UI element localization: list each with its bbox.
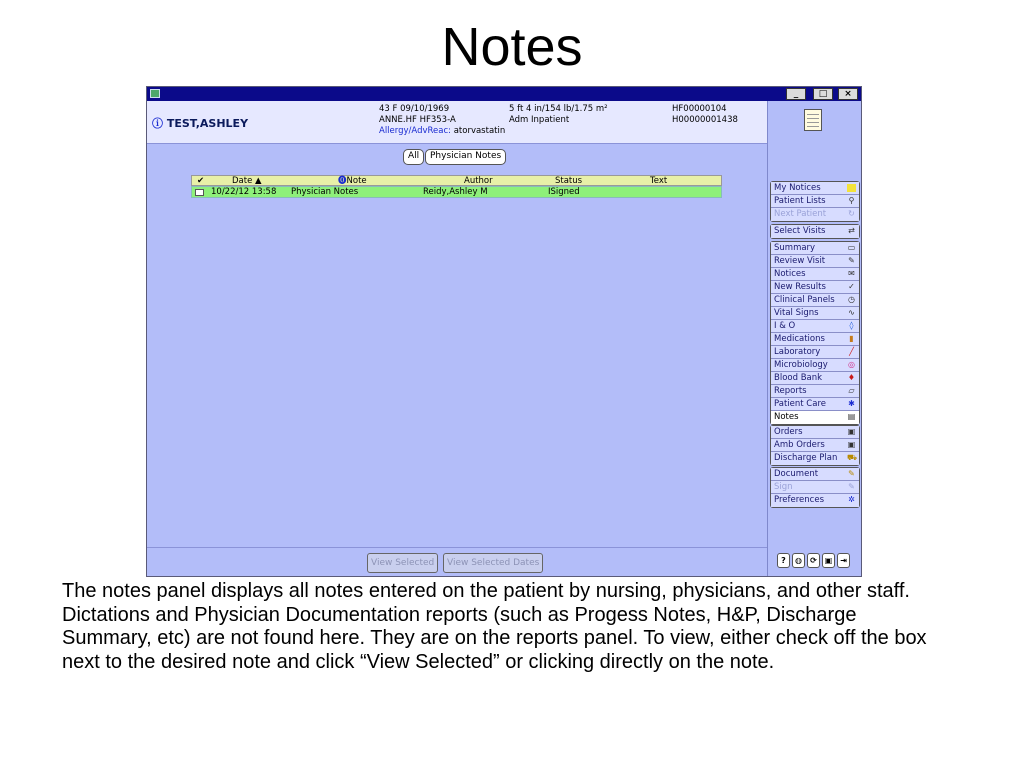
select-visits-icon: ⇄ bbox=[848, 226, 855, 235]
slide-title: Notes bbox=[441, 17, 583, 77]
sidebar-item-review-visit[interactable] bbox=[771, 255, 859, 268]
allergy-value: atorvastatin bbox=[453, 126, 506, 136]
sidebar-item-label: Summary bbox=[774, 243, 816, 253]
row-status: ISigned bbox=[548, 187, 580, 197]
app-window bbox=[146, 86, 862, 577]
sidebar-item-label: Notes bbox=[774, 412, 799, 422]
status-column-header[interactable]: Status bbox=[555, 176, 583, 186]
view-selected-dates-button[interactable]: View Selected Dates bbox=[443, 553, 543, 573]
patient-care-icon: ✱ bbox=[848, 399, 855, 408]
table-header bbox=[191, 175, 722, 186]
sidebar-item-clinical-panels[interactable] bbox=[771, 294, 859, 307]
note-column-label: Note bbox=[346, 176, 367, 186]
patient-demographics: 43 F 09/10/1969 bbox=[379, 104, 450, 114]
table-row[interactable] bbox=[191, 186, 722, 198]
sidebar-item-blood-bank[interactable] bbox=[771, 372, 859, 385]
sidebar-item-label: Next Patient bbox=[774, 209, 827, 219]
next-patient-icon: ↻ bbox=[848, 209, 855, 218]
patient-header bbox=[147, 101, 767, 144]
sidebar-item-patient-care[interactable] bbox=[771, 398, 859, 411]
close-button[interactable]: × bbox=[838, 88, 858, 100]
patient-account: H00000001438 bbox=[672, 115, 738, 125]
select-all-check-header[interactable]: ✔ bbox=[197, 176, 205, 186]
sidebar-item-label: Orders bbox=[774, 427, 803, 437]
bottom-toolbar bbox=[147, 547, 767, 577]
note-column-header[interactable] bbox=[338, 176, 367, 186]
sidebar-item-vital-signs[interactable] bbox=[771, 307, 859, 320]
vital-signs-icon: ∿ bbox=[848, 308, 855, 317]
sidebar-item-select-visits[interactable] bbox=[771, 225, 859, 238]
sidebar-item-label: Document bbox=[774, 469, 819, 479]
sidebar-item-discharge-plan[interactable] bbox=[771, 452, 859, 465]
sidebar-item-label: Clinical Panels bbox=[774, 295, 835, 305]
minimize-button[interactable]: _ bbox=[786, 88, 806, 100]
date-column-header[interactable]: Date ▲ bbox=[232, 176, 262, 186]
patient-list-icon: ⚲ bbox=[848, 196, 855, 205]
discharge-plan-icon: ⛟ bbox=[847, 453, 858, 462]
sidebar-item-sign[interactable] bbox=[771, 481, 859, 494]
patient-name: TEST,ASHLEY bbox=[166, 117, 249, 130]
patient-location: ANNE.HF HF353-A bbox=[379, 115, 456, 125]
document-icon: ✎ bbox=[848, 469, 855, 478]
sidebar-item-summary[interactable] bbox=[771, 242, 859, 255]
sidebar-item-label: Patient Care bbox=[774, 399, 826, 409]
sidebar-item-reports[interactable] bbox=[771, 385, 859, 398]
author-column-header[interactable]: Author bbox=[464, 176, 493, 186]
nav-group-orders bbox=[770, 425, 860, 466]
sidebar-item-notes[interactable] bbox=[771, 411, 859, 424]
row-note: Physician Notes bbox=[291, 187, 359, 197]
slide-caption: The notes panel displays all notes entered on the patient by nursing, physicians, and other staff. Dictations and Physician Documentation reports (such as Progess Notes, H&P, Discharge Summary, etc) are not found here. They are on the reports panel. To view, either check off the box next to the desired note and click “View Selected” or clicking directly on the note. bbox=[62, 580, 927, 673]
text-column-header[interactable]: Text bbox=[650, 176, 668, 186]
laboratory-icon: ╱ bbox=[849, 347, 854, 356]
sidebar-item-label: New Results bbox=[774, 282, 826, 292]
nav-group-chart bbox=[770, 241, 860, 425]
patient-mrn: HF00000104 bbox=[672, 104, 727, 114]
sidebar-item-label: Notices bbox=[774, 269, 806, 279]
encounter-type: Adm Inpatient bbox=[509, 115, 570, 125]
sidebar-item-label: Medications bbox=[774, 334, 825, 344]
refresh-icon[interactable]: ⟳ bbox=[807, 553, 820, 568]
microbiology-icon: ◎ bbox=[848, 360, 855, 369]
sidebar-item-next-patient[interactable] bbox=[771, 208, 859, 221]
sidebar-item-amb-orders[interactable] bbox=[771, 439, 859, 452]
reports-icon: ▱ bbox=[848, 386, 855, 395]
info-icon[interactable]: ⓘ bbox=[152, 117, 163, 130]
sidebar-item-microbiology[interactable] bbox=[771, 359, 859, 372]
sidebar-item-label: Review Visit bbox=[774, 256, 826, 266]
filter-physician-notes-button[interactable]: Physician Notes bbox=[425, 149, 506, 165]
blood-bank-icon: ♦ bbox=[847, 373, 856, 382]
sidebar-item-preferences[interactable] bbox=[771, 494, 859, 507]
sidebar-item-my-notices[interactable] bbox=[771, 182, 859, 195]
row-author: Reidy,Ashley M bbox=[423, 187, 488, 197]
sidebar-item-medications[interactable] bbox=[771, 333, 859, 346]
sidebar-item-document[interactable] bbox=[771, 468, 859, 481]
row-checkbox[interactable] bbox=[195, 189, 204, 196]
sidebar-item-label: Vital Signs bbox=[774, 308, 819, 318]
allergy-label: Allergy/AdvReac: bbox=[379, 126, 451, 136]
nav-group-visits bbox=[770, 224, 860, 239]
globe-icon[interactable]: ◍ bbox=[792, 553, 805, 568]
notepad-icon[interactable] bbox=[804, 109, 822, 131]
notes-icon: ▤ bbox=[847, 412, 856, 421]
view-selected-button[interactable]: View Selected bbox=[367, 553, 438, 573]
notices-icon: ✉ bbox=[848, 269, 855, 278]
sidebar-item-laboratory[interactable] bbox=[771, 346, 859, 359]
note-info-icon: ⓿ bbox=[338, 176, 347, 186]
sidebar-item-label: Select Visits bbox=[774, 226, 826, 236]
review-visit-icon: ✎ bbox=[848, 256, 855, 265]
sidebar-item-label: Laboratory bbox=[774, 347, 821, 357]
help-icon[interactable]: ? bbox=[777, 553, 790, 568]
new-results-icon: ✓ bbox=[848, 282, 855, 291]
sidebar-item-label: Reports bbox=[774, 386, 807, 396]
sidebar-item-label: Patient Lists bbox=[774, 196, 826, 206]
sidebar-item-intake-output[interactable] bbox=[771, 320, 859, 333]
intake-output-icon: ◊ bbox=[849, 321, 854, 330]
sidebar-item-label: My Notices bbox=[774, 183, 821, 193]
sidebar-item-orders[interactable] bbox=[771, 426, 859, 439]
lock-icon[interactable]: ▣ bbox=[822, 553, 835, 568]
patient-measurements: 5 ft 4 in/154 lb/1.75 m² bbox=[509, 104, 608, 114]
sidebar-item-notices[interactable] bbox=[771, 268, 859, 281]
sign-icon: ✎ bbox=[848, 482, 855, 491]
navigation-sidebar bbox=[767, 101, 862, 576]
window-titlebar bbox=[147, 87, 861, 101]
clinical-panels-icon: ◷ bbox=[848, 295, 855, 304]
sidebar-item-patient-lists[interactable] bbox=[771, 195, 859, 208]
sidebar-item-label: I & O bbox=[774, 321, 796, 331]
sidebar-item-label: Blood Bank bbox=[774, 373, 823, 383]
row-date: 10/22/12 13:58 bbox=[211, 187, 277, 197]
allergy-line bbox=[379, 126, 505, 136]
maximize-button[interactable]: □ bbox=[813, 88, 833, 100]
sidebar-item-new-results[interactable] bbox=[771, 281, 859, 294]
app-icon bbox=[150, 89, 160, 98]
notice-icon bbox=[847, 184, 856, 192]
summary-icon: ▭ bbox=[847, 243, 856, 252]
orders-icon: ▣ bbox=[847, 427, 856, 436]
patient-name-block bbox=[152, 115, 248, 131]
sidebar-item-label: Amb Orders bbox=[774, 440, 825, 450]
nav-group-documents bbox=[770, 467, 860, 508]
sidebar-item-label: Microbiology bbox=[774, 360, 828, 370]
medications-icon: ▮ bbox=[849, 334, 854, 343]
amb-orders-icon: ▣ bbox=[847, 440, 856, 449]
preferences-icon: ✲ bbox=[848, 495, 855, 504]
sidebar-item-label: Preferences bbox=[774, 495, 824, 505]
filter-all-button[interactable]: All bbox=[403, 149, 424, 165]
exit-icon[interactable]: ⇥ bbox=[837, 553, 850, 568]
nav-group-patients bbox=[770, 181, 860, 222]
sidebar-item-label: Sign bbox=[774, 482, 793, 492]
sidebar-item-label: Discharge Plan bbox=[774, 453, 838, 463]
